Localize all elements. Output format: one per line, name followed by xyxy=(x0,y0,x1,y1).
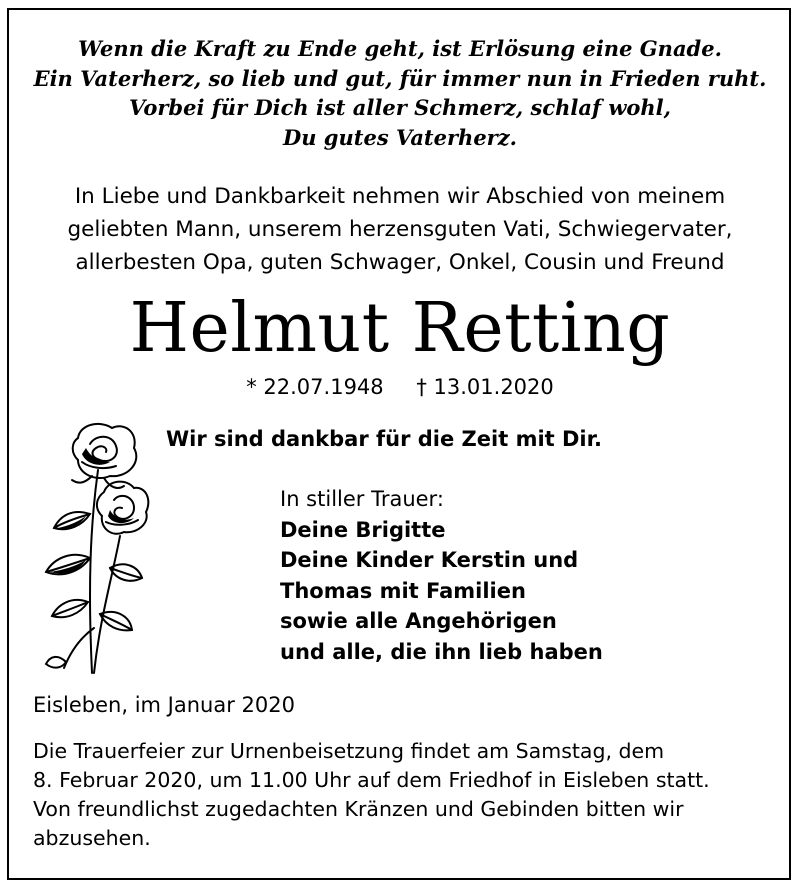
service-line: Die Trauerfeier zur Urnenbeisetzung findet am Samstag, dem xyxy=(33,739,665,763)
deceased-name: Helmut Retting xyxy=(129,289,671,368)
mourner-line: und alle, die ihn lieb haben xyxy=(280,639,603,664)
poem-line: Ein Vaterherz, so lieb und gut, für immer nun in Frieden ruht. xyxy=(33,65,767,91)
thanks-line: Wir sind dankbar für die Zeit mit Dir. xyxy=(166,427,602,451)
poem-line: Du gutes Vaterherz. xyxy=(283,124,517,150)
birth-date: * 22.07.1948 xyxy=(246,375,384,399)
place-date: Eisleben, im Januar 2020 xyxy=(33,693,295,717)
poem xyxy=(0,34,800,152)
intro-text xyxy=(0,180,800,279)
poem-line: Wenn die Kraft zu Ende geht, ist Erlösung eine Gnade. xyxy=(78,36,722,61)
mourner-line: Deine Kinder Kerstin und xyxy=(280,548,579,572)
life-dates xyxy=(0,372,800,402)
service-info xyxy=(33,737,710,853)
mourners-block xyxy=(280,484,603,667)
service-line: abzusehen. xyxy=(33,826,151,850)
mourner-line: Thomas mit Familien xyxy=(280,578,526,603)
poem-line: Vorbei für Dich ist aller Schmerz, schlaf wohl, xyxy=(129,95,671,120)
service-line: 8. Februar 2020, um 11.00 Uhr auf dem Friedhof in Eisleben statt. xyxy=(33,768,710,792)
rose-illustration-icon xyxy=(20,418,154,680)
service-line: Von freundlichst zugedachten Kränzen und Gebinden bitten wir xyxy=(33,797,684,821)
mourners-heading: In stiller Trauer: xyxy=(280,487,444,511)
intro-line: In Liebe und Dankbarkeit nehmen wir Abschied von meinem xyxy=(74,184,726,209)
mourner-line: sowie alle Angehörigen xyxy=(280,609,557,633)
intro-line: allerbesten Opa, guten Schwager, Onkel, Cousin und Freund xyxy=(75,250,725,275)
mourner-line: Deine Brigitte xyxy=(280,517,446,542)
intro-line: geliebten Mann, unserem herzensguten Vati, Schwiegervater, xyxy=(67,217,733,242)
death-date: † 13.01.2020 xyxy=(416,375,554,399)
